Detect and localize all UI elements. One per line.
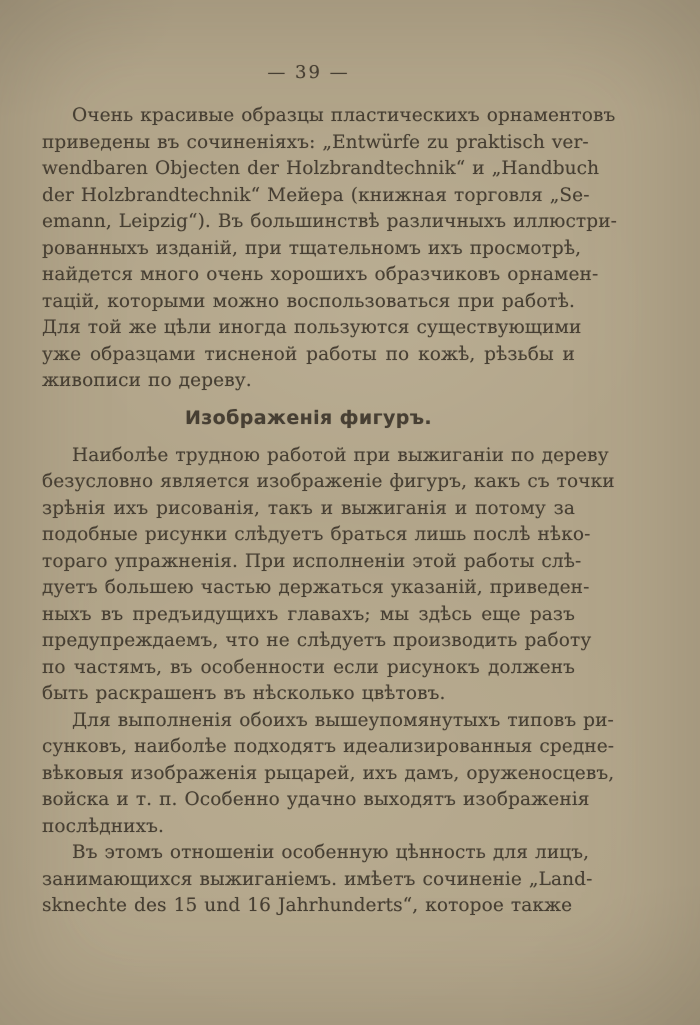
text-line: тораго упражненія. При исполненіи этой работы слѣ- <box>42 550 582 572</box>
text-line: по частямъ, въ особенности если рисунокъ долженъ <box>42 656 575 678</box>
page-number: — 39 — <box>267 62 350 83</box>
text-line: предупреждаемъ, что не слѣдуетъ производить работу <box>42 630 592 651</box>
text-line: emann, Leipzig“). Въ большинствѣ различныхъ иллюстри- <box>42 211 617 232</box>
section-heading-figures: Изображенія фигуръ. <box>184 406 433 429</box>
text-line: ныхъ въ предъидущихъ главахъ; мы здѣсь еще разъ <box>42 603 575 625</box>
text-line: сунковъ, наиболѣе подходятъ идеализированныя средне- <box>42 736 615 757</box>
text-line: рованныхъ изданій, при тщательномъ ихъ просмотрѣ, <box>42 237 582 259</box>
paragraph-medieval-types <box>42 708 615 841</box>
text-line: тацій, которыми можно воспользоваться при работѣ. <box>42 290 575 312</box>
text-line: войска и т. п. Особенно удачно выходятъ изображенія <box>42 789 590 810</box>
text-line: вѣковыя изображенія рыцарей, ихъ дамъ, оруженосцевъ, <box>42 762 615 784</box>
text-line: быть раскрашенъ въ нѣсколько цвѣтовъ. <box>42 683 446 704</box>
text-line: sknechte des 15 und 16 Jahrhunderts“, которое также <box>42 895 573 916</box>
text-line: зрѣнія ихъ рисованія, такъ и выжиганія и потому за <box>42 497 575 519</box>
text-line: занимающихся выжиганіемъ. имѣетъ сочиненіе „Land- <box>42 868 593 890</box>
text-line: живописи по дереву. <box>42 370 252 391</box>
text-line: послѣднихъ. <box>42 815 164 837</box>
text-line: wendbaren Objecten der Holzbrandtechnik“ и „Handbuch <box>42 158 600 179</box>
page-content <box>42 0 617 920</box>
text-line: уже образцами тисненой работы по кожѣ, рѣзьбы и <box>42 343 575 365</box>
text-line: безусловно является изображеніе фигуръ, какъ съ точки <box>42 471 615 492</box>
text-line: подобные рисунки слѣдуетъ браться лишь послѣ нѣко- <box>42 524 591 545</box>
text-line: найдется много очень хорошихъ образчиковъ орнамен- <box>42 264 599 285</box>
text-line: der Holzbrandtechnik“ Мейера (книжная торговля „Se- <box>42 184 590 206</box>
text-block <box>42 103 617 920</box>
paragraph-figures-difficulty <box>42 443 615 708</box>
text-line: Въ этомъ отношеніи особенную цѣнность для лицъ, <box>72 842 590 863</box>
text-line: приведены въ сочиненіяхъ: „Entwürfe zu praktisch ver- <box>42 131 589 153</box>
text-line: Очень красивые образцы пластическихъ орнаментовъ <box>72 105 616 126</box>
text-line: Для выполненія обоихъ вышеупомянутыхъ типовъ ри- <box>72 709 614 731</box>
text-line: Для той же цѣли иногда пользуются существующими <box>42 317 582 338</box>
text-line: дуетъ большею частью держаться указаній, приведен- <box>42 577 590 598</box>
paragraph-ornaments <box>42 103 617 395</box>
paragraph-landsknechte <box>42 840 593 920</box>
text-line: Наиболѣе трудною работой при выжиганіи по дереву <box>72 444 609 466</box>
